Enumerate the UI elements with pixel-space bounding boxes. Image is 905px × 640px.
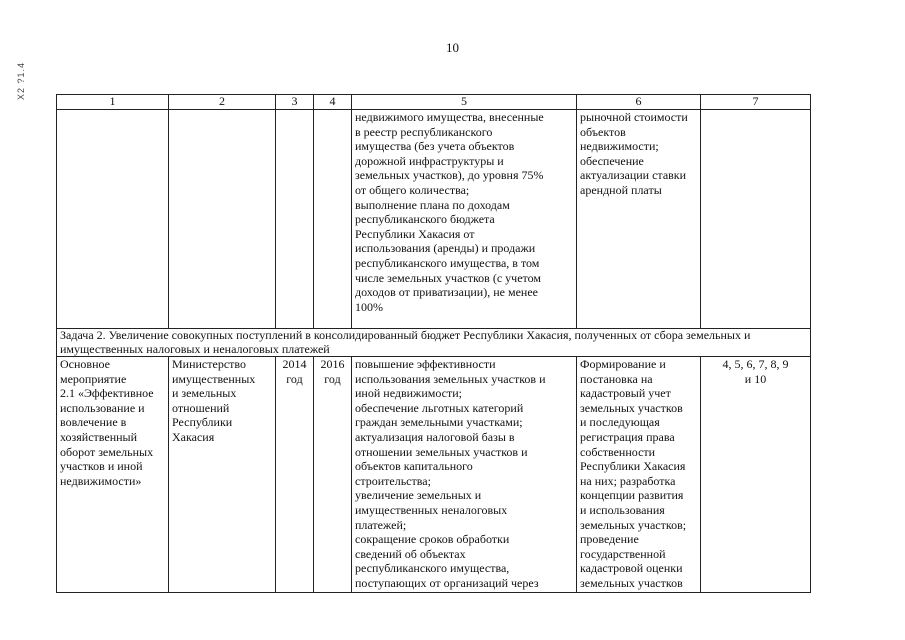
activity-text-line: Республики Хакасия xyxy=(580,459,686,474)
cont-cell-3 xyxy=(276,110,314,329)
activity-text-line: концепции развития xyxy=(580,488,684,503)
activity-text-line: земельных участков; xyxy=(580,517,687,532)
activity-text-line: использование и xyxy=(60,400,145,415)
cont-cell-2 xyxy=(169,110,276,329)
cont-text-line: использования (аренды) и продажи xyxy=(355,241,536,256)
activity-text-line: постановка на xyxy=(580,371,653,386)
activity-text-line: Хакасия xyxy=(172,429,215,444)
start-year-unit: год xyxy=(286,371,303,386)
activity-text-line: и земельных xyxy=(172,386,237,401)
activity-text-line: государственной xyxy=(580,546,666,561)
start-year: 2014 xyxy=(282,357,307,371)
cont-text-line: числе земельных участков (с учетом xyxy=(355,270,541,285)
program-table xyxy=(56,94,811,593)
activity-text-line: и использования xyxy=(580,502,665,517)
cont-text-line: имущества (без учета объектов xyxy=(355,139,515,154)
activity-text-line: отношений xyxy=(172,400,230,415)
cont-text-line: актуализации ставки xyxy=(580,168,687,183)
activity-text-line: имущественных неналоговых xyxy=(355,502,508,517)
activity-text-line: обеспечение льготных категорий xyxy=(355,400,524,415)
activity-cell-2 xyxy=(169,357,276,593)
cont-text-line: обеспечение xyxy=(580,153,644,168)
column-header-2: 2 xyxy=(169,95,276,110)
column-header-5: 5 xyxy=(352,95,577,110)
indicator-numbers: 4, 5, 6, 7, 8, 9 xyxy=(722,357,789,371)
cont-cell-6 xyxy=(577,110,701,329)
cont-text-line: республиканского бюджета xyxy=(355,212,495,227)
activity-text-line: актуализация налоговой базы в xyxy=(355,429,515,444)
activity-text-line: сокращение сроков обработки xyxy=(355,532,510,547)
activity-text-line: использования земельных участков и xyxy=(355,371,546,386)
column-header-4: 4 xyxy=(314,95,352,110)
activity-text-line: на них; разработка xyxy=(580,473,676,488)
activity-text-line: отношении земельных участков и xyxy=(355,444,528,459)
cont-text-line: недвижимого имущества, внесенные xyxy=(355,110,544,124)
cont-text-line: объектов xyxy=(580,124,626,139)
cont-text-line: недвижимости; xyxy=(580,139,659,154)
cont-text-line: 100% xyxy=(355,299,383,314)
activity-text-line: мероприятие xyxy=(60,371,127,386)
activity-text-line: хозяйственный xyxy=(60,429,138,444)
cont-text-line: земельных участков), до уровня 75% xyxy=(355,168,544,183)
activity-text-line: Республики xyxy=(172,415,233,430)
cont-text-line: рыночной стоимости xyxy=(580,110,688,124)
activity-text-line: объектов капитального xyxy=(355,459,473,474)
activity-cell-3 xyxy=(276,357,314,593)
task-2-heading: Задача 2. Увеличение совокупных поступлений в консолидированный бюджет Республики Хакасия, полученных от сбора земельных и имущественных налоговых и неналоговых платежей xyxy=(57,329,811,357)
continuation-row xyxy=(57,110,811,329)
cont-text-line: арендной платы xyxy=(580,182,662,197)
cont-text-line: дорожной инфраструктуры и xyxy=(355,153,504,168)
activity-cell-5 xyxy=(352,357,577,593)
cont-text-line: республиканского имущества, в том xyxy=(355,255,540,270)
activity-text-line: вовлечение в xyxy=(60,415,127,430)
column-header-1: 1 xyxy=(57,95,169,110)
activity-text-line: сведений об объектах xyxy=(355,546,466,561)
activity-text-line: Министерство xyxy=(172,357,246,371)
activity-text-line: иной недвижимости; xyxy=(355,386,462,401)
end-year-unit: год xyxy=(324,371,341,386)
task-row xyxy=(57,329,811,357)
activity-cell-7 xyxy=(701,357,811,593)
activity-text-line: и последующая xyxy=(580,415,660,430)
column-header-6: 6 xyxy=(577,95,701,110)
activity-row xyxy=(57,357,811,593)
activity-text-line: 2.1 «Эффективное xyxy=(60,386,154,401)
activity-text-line: граждан земельными участками; xyxy=(355,415,523,430)
activity-text-line: увеличение земельных и xyxy=(355,488,482,503)
margin-mark: X2 ?1.4 xyxy=(16,62,26,101)
activity-text-line: участков и иной xyxy=(60,459,143,474)
activity-cell-6 xyxy=(577,357,701,593)
cont-text-line: от общего количества; xyxy=(355,182,470,197)
activity-text-line: имущественных xyxy=(172,371,256,386)
activity-text-line: строительства; xyxy=(355,473,431,488)
activity-text-line: платежей; xyxy=(355,517,407,532)
cont-text-line: выполнение плана по доходам xyxy=(355,197,510,212)
activity-text-line: собственности xyxy=(580,444,656,459)
activity-text-line: Основное xyxy=(60,357,110,371)
cont-cell-7 xyxy=(701,110,811,329)
page-number: 10 xyxy=(446,40,459,55)
activity-text-line: республиканского имущества, xyxy=(355,561,510,576)
column-header-7: 7 xyxy=(701,95,811,110)
activity-text-line: регистрация права xyxy=(580,429,675,444)
cont-cell-1 xyxy=(57,110,169,329)
activity-text-line: земельных участков xyxy=(580,575,683,590)
end-year: 2016 xyxy=(320,357,345,371)
activity-text-line: повышение эффективности xyxy=(355,357,496,371)
column-number-row xyxy=(57,95,811,110)
cont-text-line: в реестр республиканского xyxy=(355,124,493,139)
activity-text-line: кадастровой оценки xyxy=(580,561,683,576)
activity-text-line: кадастровый учет xyxy=(580,386,671,401)
activity-text-line: недвижимости» xyxy=(60,473,142,488)
cont-cell-4 xyxy=(314,110,352,329)
cont-text-line: доходов от приватизации), не менее xyxy=(355,285,538,300)
indicator-numbers-cont: и 10 xyxy=(744,371,767,386)
activity-text-line: Формирование и xyxy=(580,357,666,371)
activity-text-line: проведение xyxy=(580,532,639,547)
activity-cell-4 xyxy=(314,357,352,593)
activity-cell-1 xyxy=(57,357,169,593)
activity-text-line: земельных участков xyxy=(580,400,683,415)
activity-text-line: оборот земельных xyxy=(60,444,154,459)
activity-text-line: поступающих от организаций через xyxy=(355,575,539,590)
cont-text-line: Республики Хакасия от xyxy=(355,226,475,241)
column-header-3: 3 xyxy=(276,95,314,110)
cont-cell-5 xyxy=(352,110,577,329)
